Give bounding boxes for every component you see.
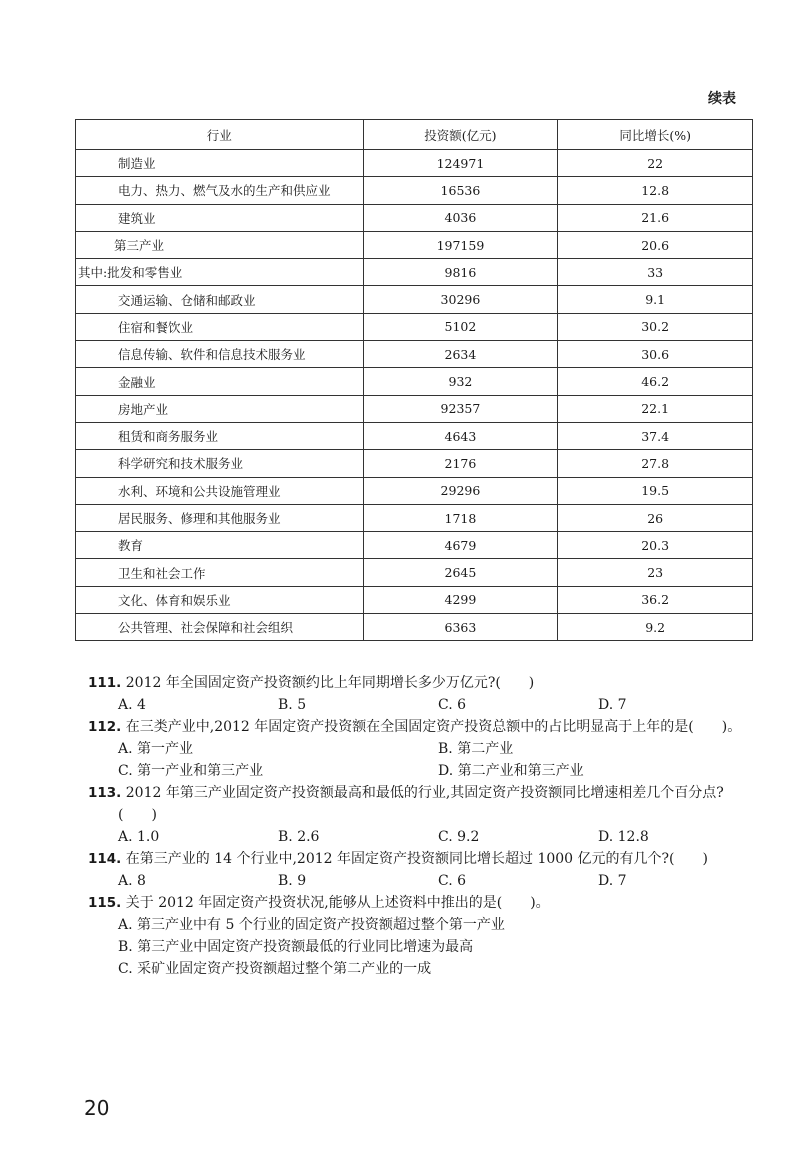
growth-cell: 37.4 [558,422,753,449]
table-row [76,559,753,586]
investment-cell: 4036 [363,204,558,231]
answer-option[interactable]: D. 12.8 [598,829,649,845]
header-investment: 投资额(亿元) [363,120,558,150]
answer-option[interactable]: A. 1.0 [118,829,160,845]
question-115 [88,892,758,980]
investment-cell: 124971 [363,150,558,177]
question-text: 2012 年全国固定资产投资额约比上年同期增长多少万亿元?( ) [125,675,535,691]
investment-cell: 92357 [363,395,558,422]
investment-cell: 1718 [363,504,558,531]
table-row [76,586,753,613]
industry-cell: 科学研究和技术服务业 [76,450,364,477]
question-text: 2012 年第三产业固定资产投资额最高和最低的行业,其固定资产投资额同比增速相差几个百分点?( ) [118,785,724,823]
investment-table [75,119,753,641]
question-text: 在三类产业中,2012 年固定资产投资额在全国固定资产投资总额中的占比明显高于上年的是( )。 [125,719,742,735]
investment-cell: 4299 [363,586,558,613]
growth-cell: 46.2 [558,368,753,395]
page-number: 20 [84,1096,110,1120]
investment-cell: 16536 [363,177,558,204]
industry-cell: 金融业 [76,368,364,395]
answer-option[interactable]: B. 第二产业 [438,741,514,757]
industry-cell: 制造业 [76,150,364,177]
table-row [76,532,753,559]
table-row [76,150,753,177]
continued-label: 续表 [708,91,736,107]
industry-cell: 卫生和社会工作 [76,559,364,586]
question-number: 113. [88,785,122,801]
investment-cell: 932 [363,368,558,395]
industry-cell: 房地产业 [76,395,364,422]
question-112 [88,716,758,782]
investment-cell: 6363 [363,614,558,641]
investment-cell: 5102 [363,313,558,340]
question-text: 在第三产业的 14 个行业中,2012 年固定资产投资额同比增长超过 1000 亿元的有几个?( ) [125,851,708,867]
growth-cell: 22 [558,150,753,177]
growth-cell: 20.6 [558,231,753,258]
answer-option[interactable]: B. 5 [278,697,307,713]
growth-cell: 30.2 [558,313,753,340]
table-row [76,450,753,477]
growth-cell: 19.5 [558,477,753,504]
question-text: 关于 2012 年固定资产投资状况,能够从上述资料中推出的是( )。 [125,895,550,911]
answer-option[interactable]: C. 6 [438,697,467,713]
growth-cell: 21.6 [558,204,753,231]
table-row [76,204,753,231]
answer-option[interactable]: A. 8 [118,873,146,889]
investment-cell: 4643 [363,422,558,449]
growth-cell: 26 [558,504,753,531]
options-row [88,760,758,782]
table-row [76,177,753,204]
header-industry: 行业 [76,120,364,150]
question-number: 114. [88,851,122,867]
answer-option[interactable]: C. 6 [438,873,467,889]
question-number: 115. [88,895,122,911]
growth-cell: 9.2 [558,614,753,641]
industry-cell: 住宿和餐饮业 [76,313,364,340]
table-row [76,504,753,531]
growth-cell: 22.1 [558,395,753,422]
industry-cell: 交通运输、仓储和邮政业 [76,286,364,313]
industry-cell: 第三产业 [76,231,364,258]
answer-option[interactable]: A. 4 [118,697,146,713]
table-row [76,614,753,641]
investment-cell: 9816 [363,259,558,286]
growth-cell: 33 [558,259,753,286]
industry-cell: 租赁和商务服务业 [76,422,364,449]
question-list [88,672,758,980]
options-row [88,870,758,892]
industry-cell: 居民服务、修理和其他服务业 [76,504,364,531]
header-growth: 同比增长(%) [558,120,753,150]
investment-cell: 30296 [363,286,558,313]
table-row [76,286,753,313]
options-row [88,826,758,848]
question-number: 112. [88,719,122,735]
table-row [76,313,753,340]
table-body [76,150,753,641]
answer-option[interactable]: A. 第一产业 [118,741,194,757]
question-111 [88,672,758,716]
table-row [76,422,753,449]
question-113 [88,782,758,848]
table-row [76,259,753,286]
options-row [88,694,758,716]
answer-option[interactable]: D. 第二产业和第三产业 [438,763,584,779]
investment-cell: 2645 [363,559,558,586]
industry-cell: 其中:批发和零售业 [76,259,364,286]
table-row [76,477,753,504]
industry-cell: 水利、环境和公共设施管理业 [76,477,364,504]
growth-cell: 27.8 [558,450,753,477]
table-row [76,231,753,258]
investment-cell: 2176 [363,450,558,477]
table-row [76,341,753,368]
growth-cell: 23 [558,559,753,586]
industry-cell: 建筑业 [76,204,364,231]
answer-option[interactable]: C. 采矿业固定资产投资额超过整个第二产业的一成 [118,961,432,977]
answer-option[interactable]: A. 第三产业中有 5 个行业的固定资产投资额超过整个第一产业 [118,917,505,933]
answer-option[interactable]: B. 第三产业中固定资产投资额最低的行业同比增速为最高 [118,939,474,955]
answer-option[interactable]: D. 7 [598,873,627,889]
answer-option[interactable]: D. 7 [598,697,627,713]
table-row [76,395,753,422]
table-header-row [76,120,753,150]
question-number: 111. [88,675,122,691]
options-row [88,738,758,760]
table-row [76,368,753,395]
answer-option[interactable]: B. 9 [278,873,307,889]
industry-cell: 教育 [76,532,364,559]
answer-option[interactable]: C. 第一产业和第三产业 [118,763,264,779]
growth-cell: 9.1 [558,286,753,313]
investment-cell: 197159 [363,231,558,258]
industry-cell: 信息传输、软件和信息技术服务业 [76,341,364,368]
industry-cell: 文化、体育和娱乐业 [76,586,364,613]
industry-cell: 电力、热力、燃气及水的生产和供应业 [76,177,364,204]
growth-cell: 12.8 [558,177,753,204]
growth-cell: 20.3 [558,532,753,559]
question-114 [88,848,758,892]
growth-cell: 30.6 [558,341,753,368]
growth-cell: 36.2 [558,586,753,613]
answer-option[interactable]: C. 9.2 [438,829,480,845]
investment-cell: 4679 [363,532,558,559]
investment-cell: 2634 [363,341,558,368]
investment-cell: 29296 [363,477,558,504]
answer-option[interactable]: B. 2.6 [278,829,320,845]
industry-cell: 公共管理、社会保障和社会组织 [76,614,364,641]
